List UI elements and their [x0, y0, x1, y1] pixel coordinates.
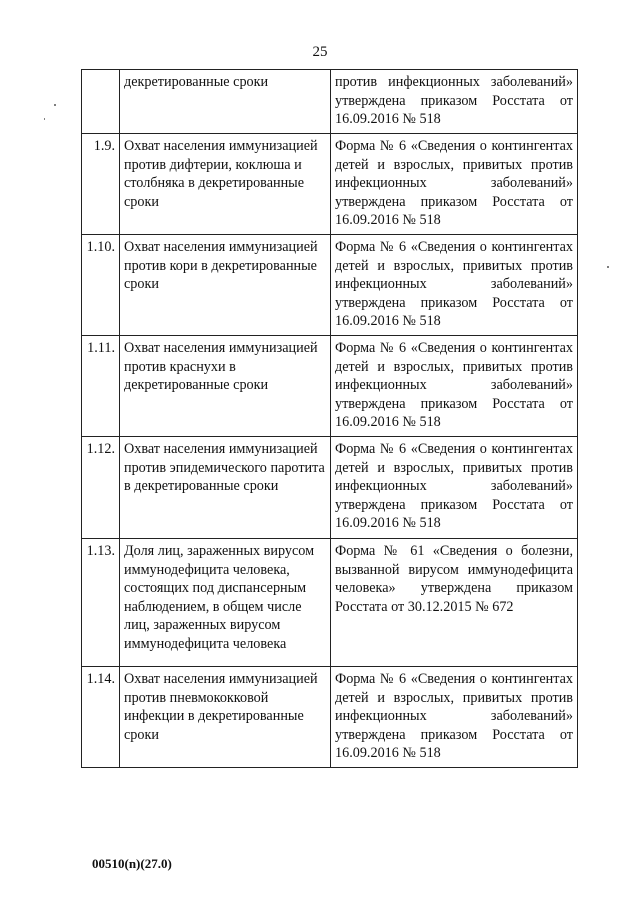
indicator-cell: Охват населения иммунизацией против эпидемического паротита в декретированные сроки [120, 436, 331, 538]
row-number: 1.9. [82, 134, 120, 235]
row-number: 1.11. [82, 335, 120, 436]
table-row [82, 538, 578, 666]
page-number: 25 [312, 44, 328, 60]
table-row [82, 335, 578, 436]
table-row [82, 70, 578, 134]
indicator-cell: Охват населения иммунизацией против краснухи в декретированные сроки [120, 335, 331, 436]
table-row [82, 666, 578, 767]
source-cell: Форма № 6 «Сведения о контингентах детей и взрослых, привитых против инфекционных заболеваний» утверждена приказом Росстата от 16.09.2016 № 518 [331, 335, 578, 436]
table-row [82, 134, 578, 235]
row-number [82, 70, 120, 134]
indicator-cell: Доля лиц, зараженных вирусом иммунодефицита человека, состоящих под диспансерным наблюдением, в общем числе лиц, зараженных вирусом иммунодефицита человека [120, 538, 331, 666]
document-code: 00510(n)(27.0) [92, 856, 172, 871]
row-number: 1.13. [82, 538, 120, 666]
source-cell: Форма № 6 «Сведения о контингентах детей и взрослых, привитых против инфекционных заболеваний» утверждена приказом Росстата от 16.09.2016 № 518 [331, 234, 578, 335]
indicator-cell: Охват населения иммунизацией против дифтерии, коклюша и столбняка в декретированные сроки [120, 134, 331, 235]
scan-speck [607, 266, 609, 268]
row-number: 1.10. [82, 234, 120, 335]
row-number: 1.12. [82, 436, 120, 538]
source-cell: против инфекционных заболеваний» утверждена приказом Росстата от 16.09.2016 № 518 [331, 70, 578, 134]
scan-speck [54, 104, 56, 106]
source-cell: Форма № 6 «Сведения о контингентах детей и взрослых, привитых против инфекционных заболеваний» утверждена приказом Росстата от 16.09.2016 № 518 [331, 436, 578, 538]
indicator-cell: декретированные сроки [120, 70, 331, 134]
indicator-cell: Охват населения иммунизацией против кори в декретированные сроки [120, 234, 331, 335]
scan-speck [44, 118, 45, 120]
indicator-cell: Охват населения иммунизацией против пневмококковой инфекции в декретированные сроки [120, 666, 331, 767]
indicators-table [81, 69, 578, 768]
row-number: 1.14. [82, 666, 120, 767]
source-cell: Форма № 6 «Сведения о контингентах детей и взрослых, привитых против инфекционных заболеваний» утверждена приказом Росстата от 16.09.2016 № 518 [331, 666, 578, 767]
source-cell: Форма № 61 «Сведения о болезни, вызванной вирусом иммунодефицита человека» утверждена приказом Росстата от 30.12.2015 № 672 [331, 538, 578, 666]
table-row [82, 436, 578, 538]
table-row [82, 234, 578, 335]
source-cell: Форма № 6 «Сведения о контингентах детей и взрослых, привитых против инфекционных заболеваний» утверждена приказом Росстата от 16.09.2016 № 518 [331, 134, 578, 235]
